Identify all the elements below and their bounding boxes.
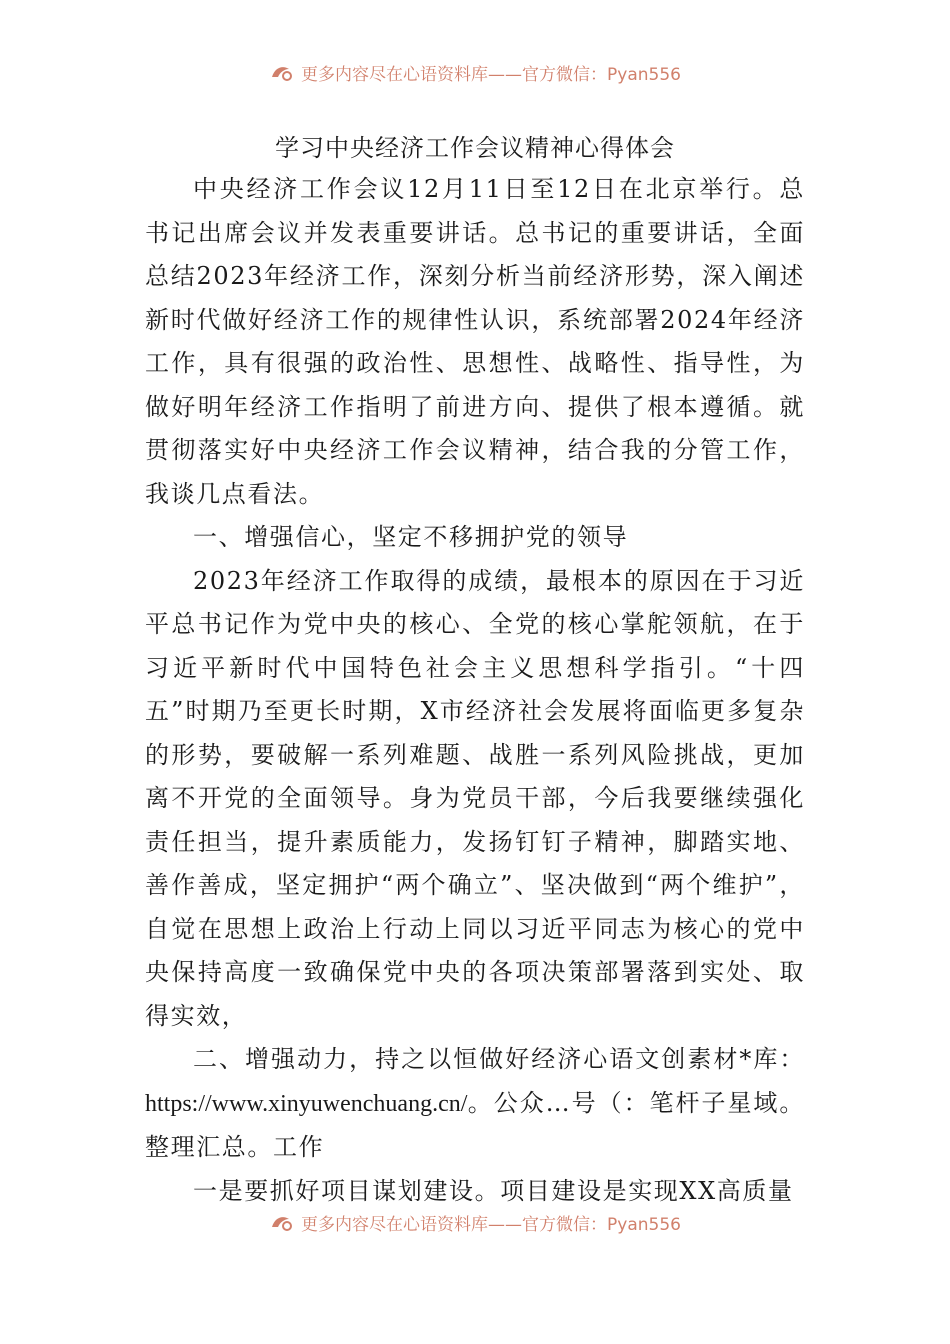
watermark-header	[0, 60, 950, 88]
section-heading-2-text: 二、增强动力，持之以恒做好经济心语文创素材*库：	[193, 1045, 805, 1073]
paragraph-intro: 中央经济工作会议12月11日至12日在北京举行。总书记出席会议并发表重要讲话。总书记的重要讲话，全面总结2023年经济工作，深刻分析当前经济形势，深入阐述新时代做好经济工作的规律性认识，系统部署2024年经济工作，具有很强的政治性、思想性、战略性、指导性，为做好明年经济工作指明了前进方向、提供了根本遵循。就贯彻落实好中央经济工作会议精神，结合我的分管工作，我谈几点看法。	[145, 175, 805, 508]
section-heading-2-suffix: 。公众…号（：笔杆子星域。整理汇总。工作	[145, 1088, 805, 1161]
watermark-logo-icon	[269, 63, 295, 88]
watermark-header-text: 更多内容尽在心语资料库——官方微信：Pyan556	[301, 65, 681, 85]
website-url-link[interactable]: https://www.xinyuwenchuang.cn/	[145, 1090, 468, 1117]
section-heading-1: 一、增强信心，坚定不移拥护党的领导	[193, 523, 629, 551]
watermark-footer-text: 更多内容尽在心语资料库——官方微信：Pyan556	[301, 1215, 681, 1235]
document-body	[145, 168, 805, 1213]
watermark-footer	[0, 1210, 950, 1238]
paragraph-project: 一是要抓好项目谋划建设。项目建设是实现XX高质量	[193, 1176, 794, 1205]
document-title: 学习中央经济工作会议精神心得体会	[275, 134, 675, 162]
paragraph-section-1: 2023年经济工作取得的成绩，最根本的原因在于习近平总书记作为党中央的核心、全党的核心掌舵领航，在于习近平新时代中国特色社会主义思想科学指引。“十四五”时期乃至更长时期，X市经济社会发展将面临更多复杂的形势，要破解一系列难题、战胜一系列风险挑战，更加离不开党的全面领导。身为党员干部，今后我要继续强化责任担当，提升素质能力，发扬钉钉子精神，脚踏实地、善作善成，坚定拥护“两个确立”、坚决做到“两个维护”，自觉在思想上政治上行动上同以习近平同志为核心的党中央保持高度一致确保党中央的各项决策部署落到实处、取得实效，	[145, 566, 805, 1030]
watermark-logo-icon	[269, 1213, 295, 1238]
section-heading-2	[145, 1038, 805, 1170]
